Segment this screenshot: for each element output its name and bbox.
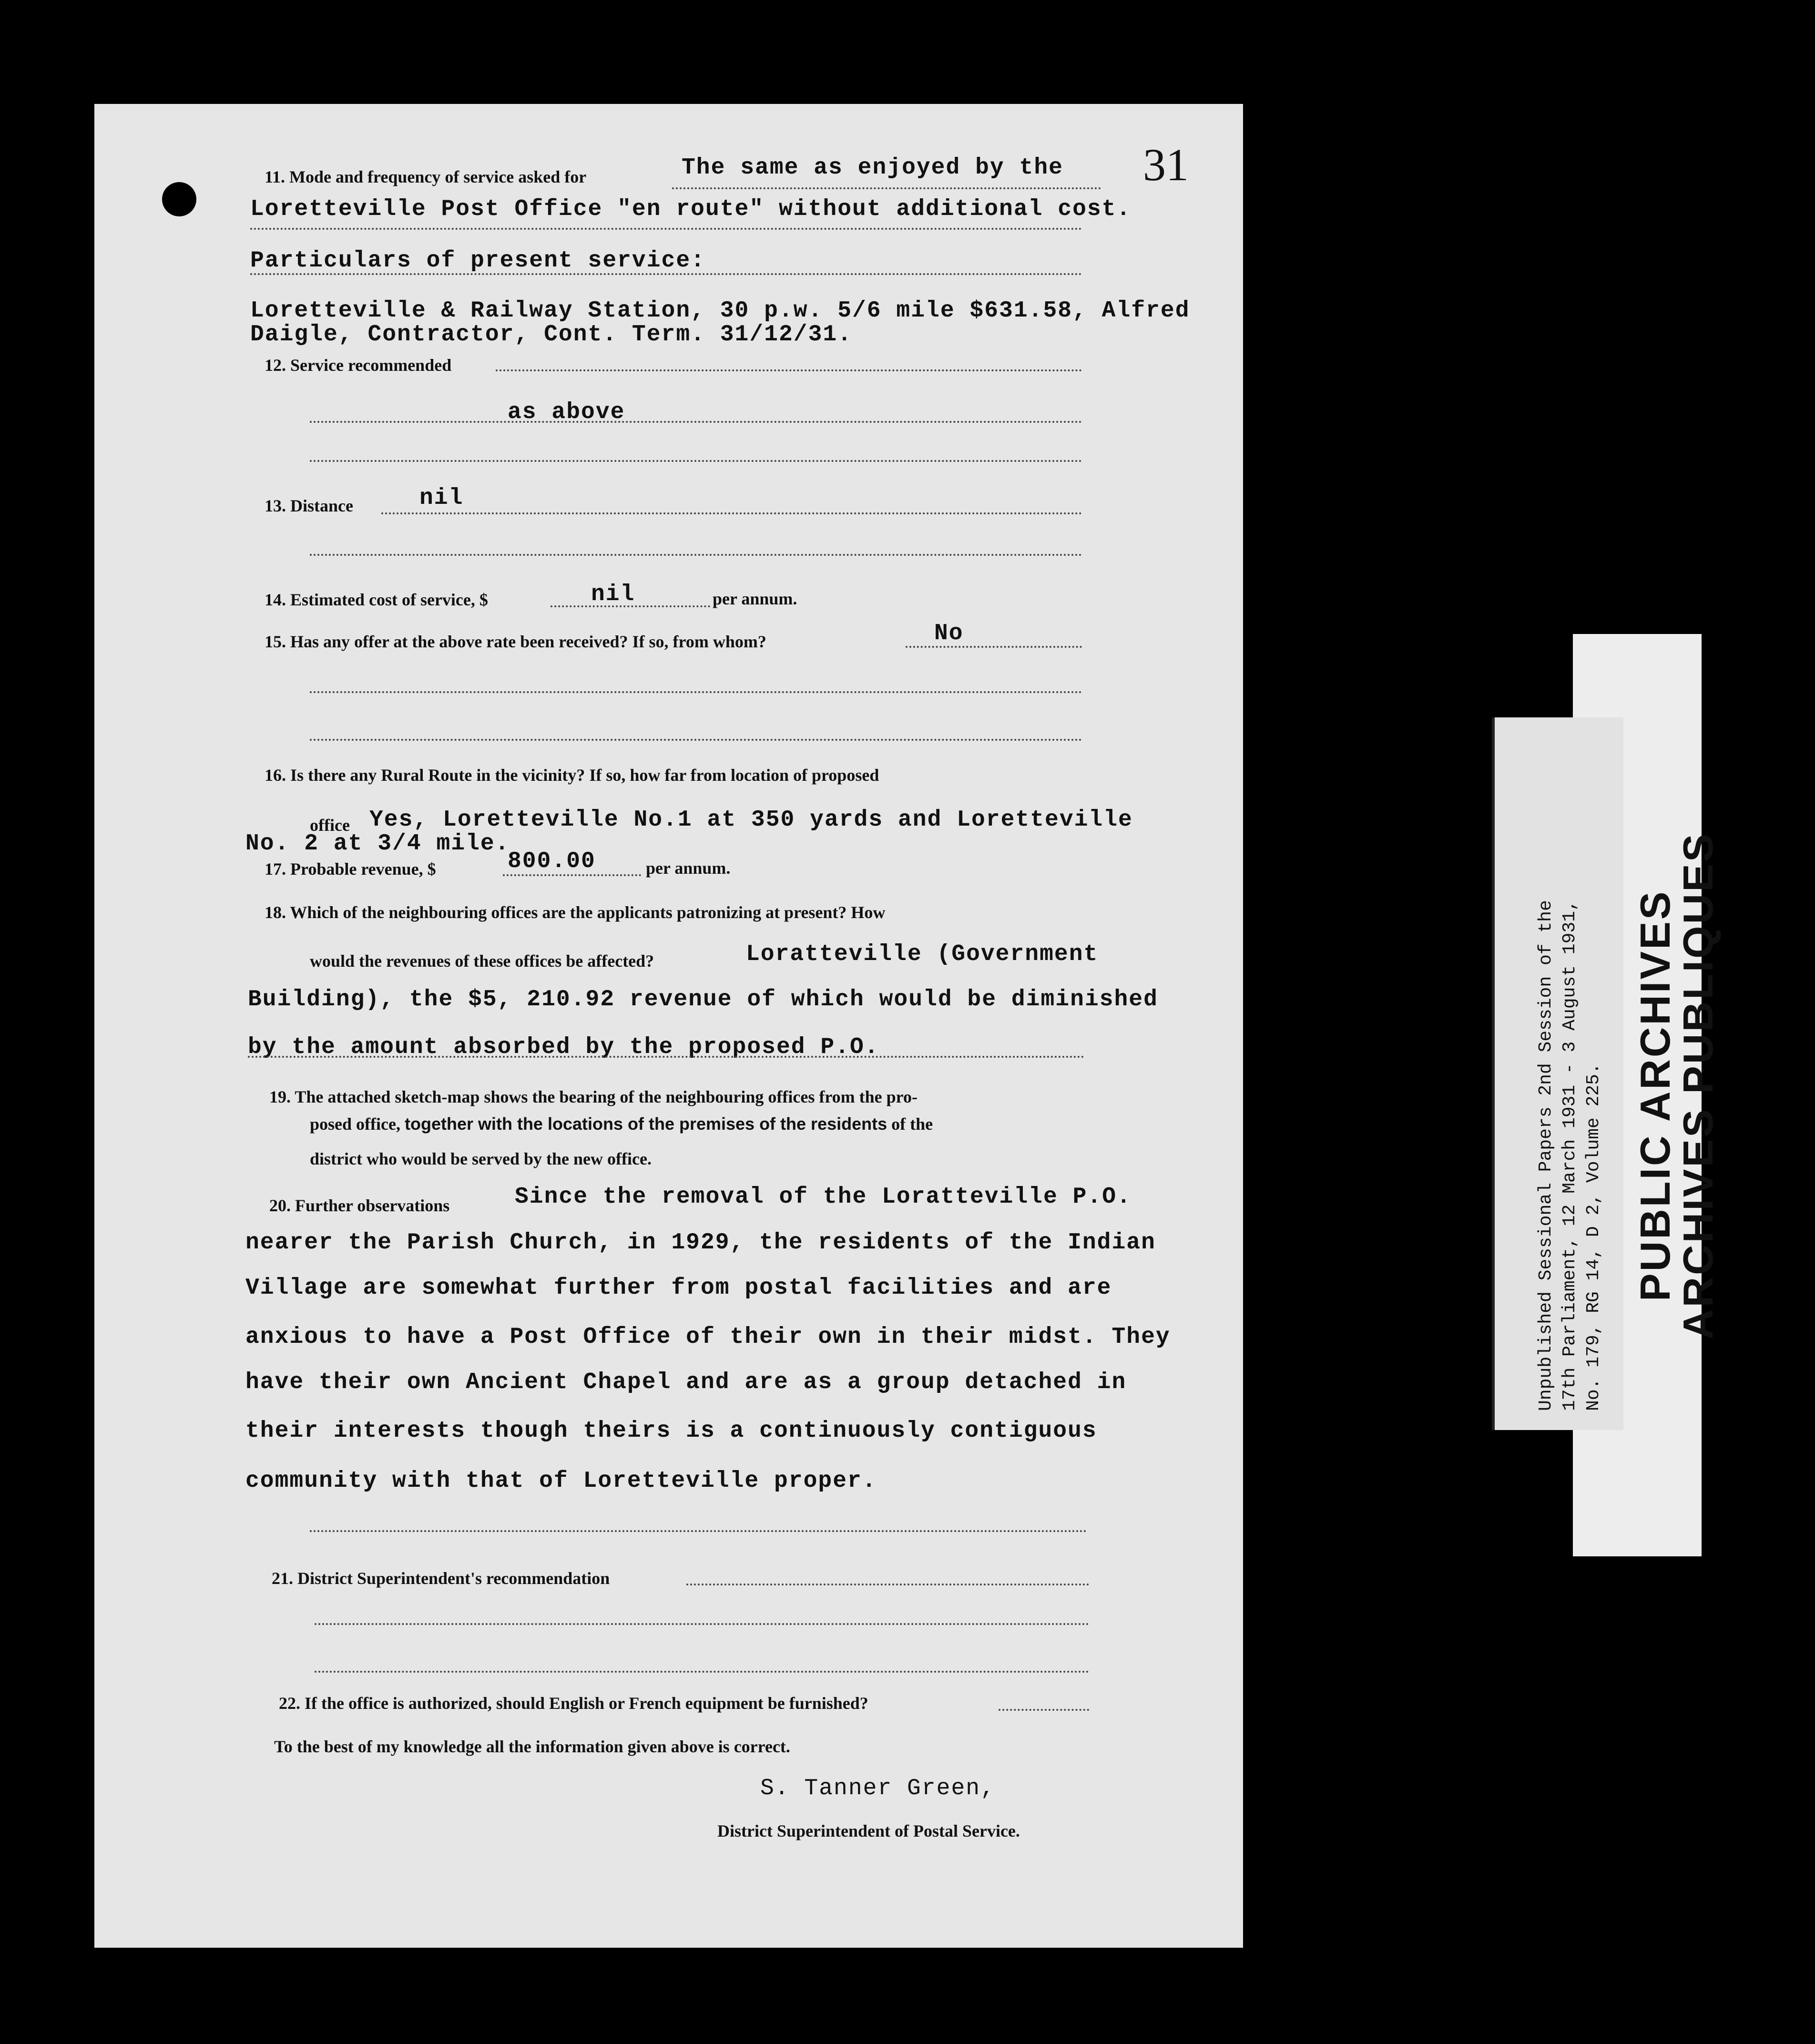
dotted-line bbox=[248, 1056, 1084, 1058]
item20-line6: their interests though theirs is a continuously contiguous bbox=[245, 1418, 1097, 1444]
item21-label: 21. District Superintendent's recommendation bbox=[272, 1569, 610, 1588]
dotted-line bbox=[310, 554, 1082, 556]
punch-hole bbox=[162, 182, 196, 216]
item19-line1: 19. The attached sketch-map shows the bearing of the neighbouring offices from the pro- bbox=[269, 1087, 918, 1106]
dotted-line bbox=[310, 691, 1082, 693]
item19-line2-a: posed office, bbox=[310, 1114, 400, 1134]
particulars-line2: Daigle, Contractor, Cont. Term. 31/12/31. bbox=[250, 322, 852, 347]
item20-line4: anxious to have a Post Office of their own in their midst. They bbox=[245, 1324, 1171, 1350]
particulars-line1: Loretteville & Railway Station, 30 p.w. 5/6 mile $631.58, Alfred bbox=[250, 298, 1190, 324]
item13-value: nil bbox=[419, 485, 464, 511]
item13-label: 13. Distance bbox=[265, 496, 353, 515]
particulars-label: Particulars of present service: bbox=[250, 248, 705, 274]
certification-text: To the best of my knowledge all the information given above is correct. bbox=[274, 1737, 790, 1756]
item18-label2: would the revenues of these offices be affected? bbox=[310, 951, 654, 971]
archive-label-line3: No. 179, RG 14, D 2, Volume 225. bbox=[1583, 1063, 1604, 1411]
signature-name: S. Tanner Green, bbox=[760, 1776, 995, 1801]
item11-value-line1: The same as enjoyed by the bbox=[682, 155, 1063, 181]
archive-label-line1: Unpublished Sessional Papers 2nd Session of the bbox=[1536, 900, 1556, 1411]
item16-label2: office bbox=[310, 816, 350, 835]
item11-value-line2: Loretteville Post Office "en route" without additional cost. bbox=[250, 196, 1132, 222]
dotted-line bbox=[310, 421, 1082, 423]
item20-line3: Village are somewhat further from postal facilities and are bbox=[245, 1275, 1112, 1301]
dotted-line bbox=[315, 1671, 1089, 1673]
item14-value: nil bbox=[591, 582, 635, 607]
item22-label: 22. If the office is authorized, should English or French equipment be furnished? bbox=[279, 1694, 868, 1713]
item11-label: 11. Mode and frequency of service asked for bbox=[265, 167, 587, 186]
item20-line7: community with that of Loretteville proper. bbox=[245, 1468, 877, 1494]
item14-suffix: per annum. bbox=[713, 589, 797, 608]
archive-label-line2: 17th Parliament, 12 March 1931 - 3 August 1931, bbox=[1560, 900, 1580, 1411]
archive-stamp-english: PUBLIC ARCHIVES bbox=[1631, 889, 1679, 1301]
archive-stamp-french: ARCHIVES PUBLIQUES bbox=[1674, 832, 1722, 1339]
dotted-line bbox=[496, 369, 1082, 371]
signature-title: District Superintendent of Postal Service. bbox=[717, 1821, 1020, 1840]
dotted-line bbox=[999, 1709, 1089, 1711]
item20-label: 20. Further observations bbox=[269, 1196, 450, 1215]
item14-label: 14. Estimated cost of service, $ bbox=[265, 590, 488, 609]
item19-line2-c: of the bbox=[891, 1114, 933, 1134]
item20-line2: nearer the Parish Church, in 1929, the residents of the Indian bbox=[245, 1230, 1156, 1256]
item19-line3: district who would be served by the new office. bbox=[310, 1149, 652, 1168]
item20-line1: Since the removal of the Loratteville P.O. bbox=[515, 1184, 1132, 1210]
dotted-line bbox=[310, 739, 1082, 741]
dotted-line bbox=[672, 187, 1101, 189]
dotted-line bbox=[250, 228, 1082, 230]
item17-label: 17. Probable revenue, $ bbox=[265, 859, 436, 879]
item18-label: 18. Which of the neighbouring offices are the applicants patronizing at present? How bbox=[265, 903, 886, 922]
item15-value: No bbox=[934, 621, 964, 646]
item18-value-line1: Loratteville (Government bbox=[746, 941, 1099, 967]
item16-value-line2: No. 2 at 3/4 mile. bbox=[245, 831, 510, 857]
dotted-line bbox=[381, 512, 1082, 514]
dotted-line bbox=[686, 1584, 1089, 1585]
page-number: 31 bbox=[1143, 139, 1189, 190]
item16-value-line1: Yes, Loretteville No.1 at 350 yards and Loretteville bbox=[369, 807, 1133, 833]
item18-value-line2: Building), the $5, 210.92 revenue of which would be diminished bbox=[248, 987, 1158, 1012]
dotted-line bbox=[906, 646, 1082, 648]
item19-line2 bbox=[310, 1114, 933, 1134]
item16-label: 16. Is there any Rural Route in the vicinity? If so, how far from location of proposed bbox=[265, 766, 879, 785]
item12-value: as above bbox=[508, 399, 625, 425]
item20-line5: have their own Ancient Chapel and are as a group detached in bbox=[245, 1369, 1127, 1395]
item17-value: 800.00 bbox=[508, 848, 596, 874]
dotted-line bbox=[310, 460, 1082, 462]
dotted-line bbox=[310, 1530, 1087, 1532]
item12-label: 12. Service recommended bbox=[265, 356, 452, 375]
item19-line2-b: together with the locations of the premises of the residents bbox=[404, 1114, 887, 1134]
item18-value-line3: by the amount absorbed by the proposed P.O. bbox=[248, 1034, 879, 1060]
dotted-line bbox=[250, 273, 1082, 275]
item15-label: 15. Has any offer at the above rate been received? If so, from whom? bbox=[265, 632, 766, 651]
item17-suffix: per annum. bbox=[646, 858, 731, 878]
dotted-line bbox=[315, 1623, 1089, 1625]
dotted-line bbox=[503, 874, 641, 876]
